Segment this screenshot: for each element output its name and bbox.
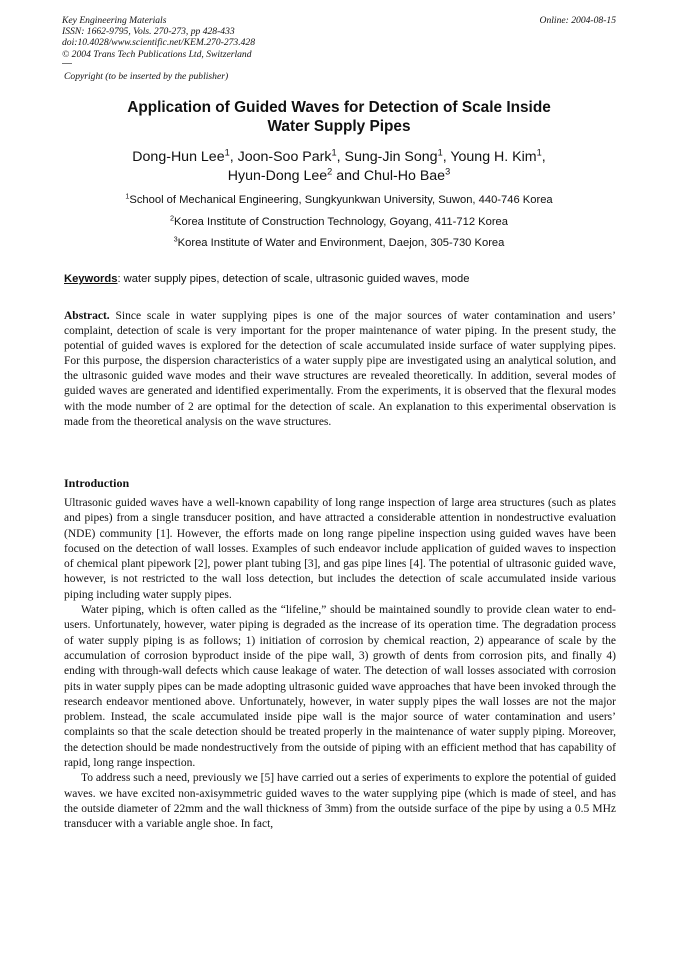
keywords-label: Keywords	[64, 273, 118, 285]
journal-info	[62, 15, 255, 60]
introduction-body	[64, 496, 616, 833]
section-heading-introduction: Introduction	[64, 476, 130, 490]
paragraph: Ultrasonic guided waves have a well-known capability of long range inspection of large area structures (such as plates and pipes) from a single transducer position, and have attracted a considerable attention in nondestructive evaluation (NDE) community [1]. However, the efforts made on long range pipeline inspection using guided waves have been focused on the detection of wall losses. Examples of such endeavor include application of guided waves to inspection of chemical plant pipework [2], power plant tubing [3], and gas pipe lines [4]. The potential of ultrasonic guided wave, however, is not restricted to the wall loss detection, but includes the detection of scale accumulated inside various piping including water supply pipes.	[64, 497, 616, 601]
abstract-text: Since scale in water supplying pipes is one of the major sources of water contamination and users’ complaint, detection of scale is very important for the proper maintenance of water piping. In the present study, the potential of guided waves is explored for the detection of scale accumulated inside surface of water supplying pipes. For this purpose, the dispersion characteristics of a water supply pipe are investigated using an analytical solution, and the ultrasonic guided wave modes and their wave structures are revealed theoretically. In addition, several modes of guided waves are generated and identified experimentally. From the experiments, it is observed that the flexural modes with the mode number of 2 are optimal for the detection of scale. An explanation to this experimental observation is made from the theoretical analysis on the wave structures.	[64, 310, 616, 428]
author-name: Dong-Hun Lee	[132, 149, 225, 165]
author-affil-mark: 1	[437, 147, 443, 158]
journal-doi: doi:10.4028/www.scientific.net/KEM.270-273.428	[62, 37, 256, 49]
online-date: Online: 2004-08-15	[539, 15, 616, 26]
journal-name: Key Engineering Materials	[62, 15, 167, 26]
header-divider	[62, 63, 72, 64]
copyright-note: Copyright (to be inserted by the publisher)	[64, 71, 229, 82]
author-list	[62, 148, 616, 186]
author-name: Hyun-Dong Lee	[227, 168, 328, 184]
author-affil-mark: 3	[445, 166, 451, 177]
paper-title	[62, 98, 616, 136]
paragraph: Water piping, which is often called as the “lifeline,” should be maintained soundly to provide clean water to end-users. Unfortunately, however, water piping is degraded as the increase of its operation time. The degradation process of water supply piping is as follows; 1) initiation of corrosion by chemical reaction, 2) appearance of scale by the accumulation of corrosion byproduct inside of the pipe wall, 3) growth of dents from corrosion pits, and finally 4) ending with through-wall defects which cause leakage of water. The detection of wall losses associated with corrosion pits in water supply pipes can be made adopting ultrasonic guided wave approaches that have been invoked through the research endeavor mentioned above. Unfortunately, however, in water supply pipes the wall losses are not the major problem. Instead, the scale accumulated inside pipe wall is the major source of water contamination and users’ complaints so that the scale detection should be treated properly in the maintenance of water supply piping. Moreover, the detection should be made nondestructively from the outside of piping with an efficient method that has capability of rapid, long range inspection.	[64, 604, 616, 770]
author-affil-mark: 1	[331, 147, 337, 158]
author-name: Joon-Soo Park	[237, 149, 332, 165]
author-line-2: Hyun-Dong Lee$^2$ and Chul-Ho Bae$^3$	[227, 166, 451, 184]
affiliation-3: $^3$Korea Institute of Water and Environment, Daejon, 305-730 Korea	[173, 234, 505, 249]
author-name: Sung-Jin Song	[344, 149, 438, 165]
affiliation-1: $^1$School of Mechanical Engineering, Sungkyunkwan University, Suwon, 440-746 Korea	[125, 191, 553, 206]
author-affil-mark: 1	[224, 147, 230, 158]
title-line-2: Water Supply Pipes	[267, 118, 411, 135]
affiliation-2: $^2$Korea Institute of Construction Technology, Goyang, 411-712 Korea	[169, 213, 508, 228]
abstract	[64, 309, 616, 430]
author-line-1: Dong-Hun Lee$^1$, Joon-Soo Park$^1$, Sung-Jin Song$^1$, Young H. Kim$^1$,	[132, 147, 546, 165]
author-affil-mark: 2	[327, 166, 333, 177]
author-name: Young H. Kim	[450, 149, 537, 165]
title-line-1: Application of Guided Waves for Detection of Scale Inside	[127, 99, 551, 116]
paragraph: To address such a need, previously we [5] have carried out a series of experiments to explore the potential of guided waves. we have excited non-axisymmetric guided waves to the water supplying pipe (which is made of steel, and has the outside diameter of 22mm and the wall thickness of 3mm) from the outside surface of the pipe by using a 0.5 MHz transducer with a variable angle shoe. In fact,	[64, 772, 616, 831]
keywords-line: Keywords: water supply pipes, detection of scale, ultrasonic guided waves, mode	[64, 273, 470, 285]
abstract-label: Abstract.	[64, 310, 110, 322]
author-affil-mark: 1	[536, 147, 542, 158]
journal-issn: ISSN: 1662-9795, Vols. 270-273, pp 428-433	[62, 26, 235, 38]
author-name: Chul-Ho Bae	[363, 168, 446, 184]
keywords-text: water supply pipes, detection of scale, ultrasonic guided waves, mode	[120, 273, 470, 285]
publisher-copyright: © 2004 Trans Tech Publications Ltd, Switzerland	[62, 48, 252, 60]
